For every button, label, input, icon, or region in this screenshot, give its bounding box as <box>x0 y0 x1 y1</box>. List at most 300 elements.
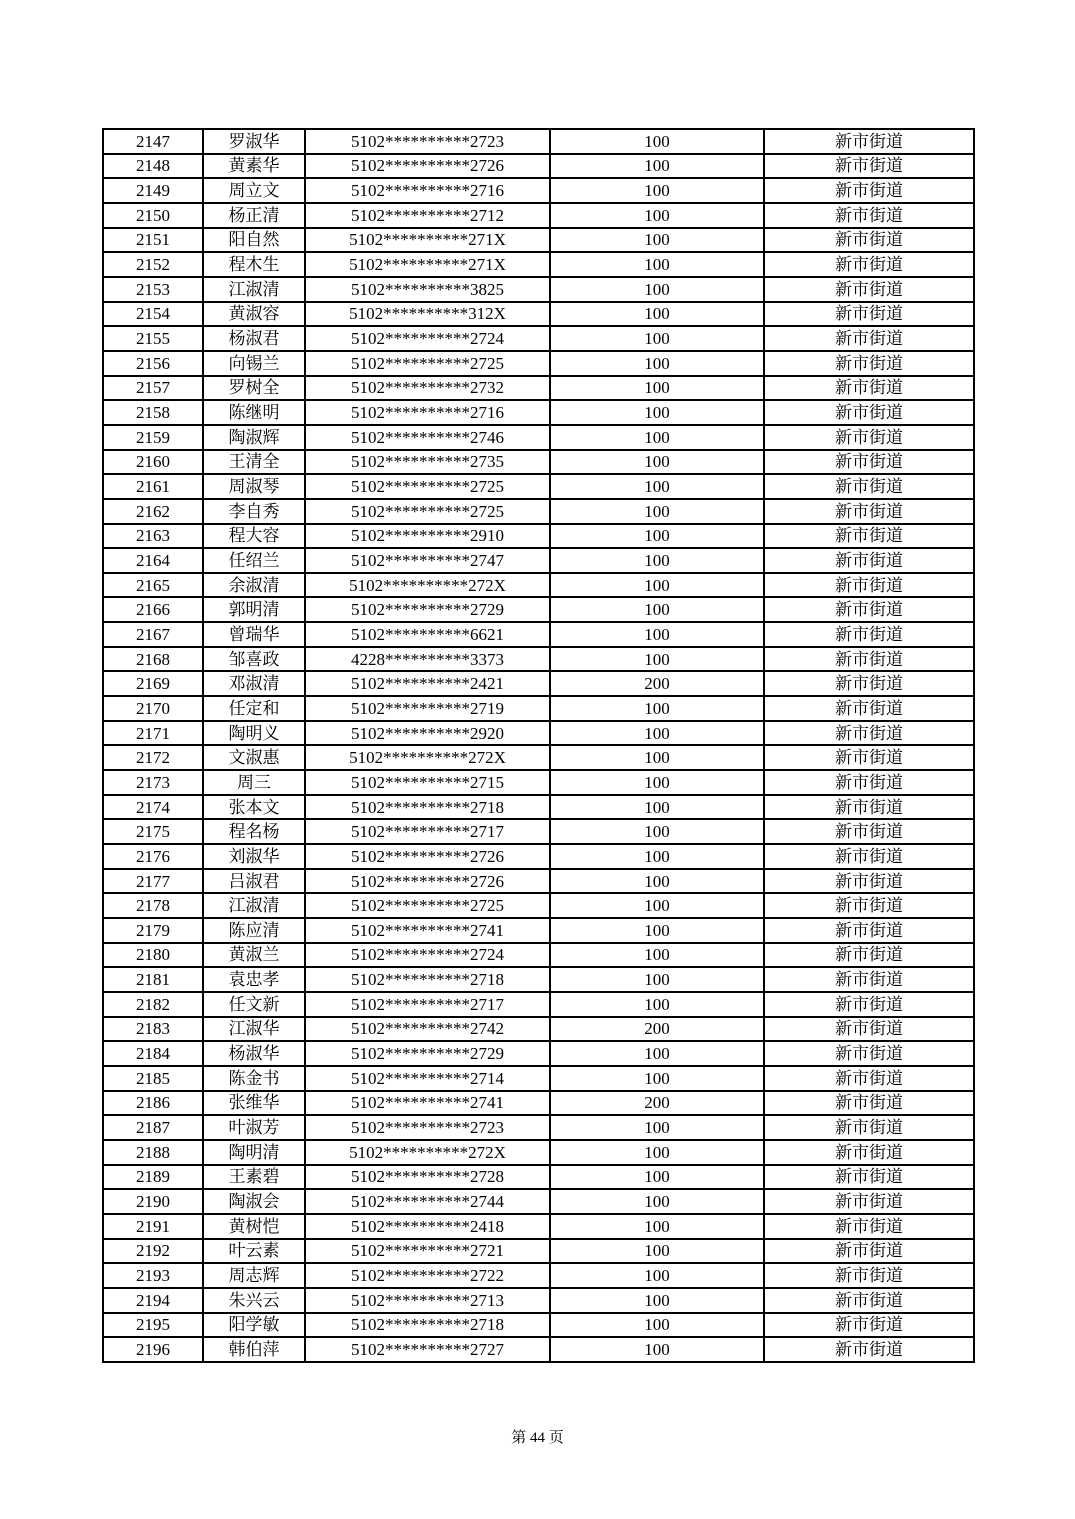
district-cell: 新市街道 <box>764 228 974 253</box>
amount-cell: 100 <box>550 1313 764 1338</box>
table-row <box>103 696 974 721</box>
id-number-cell: 5102**********2744 <box>305 1189 550 1214</box>
table-row <box>103 1337 974 1362</box>
name-cell: 江淑华 <box>203 1017 305 1042</box>
amount-cell: 100 <box>550 474 764 499</box>
table-row <box>103 1189 974 1214</box>
serial-cell: 2175 <box>103 819 203 844</box>
district-cell: 新市街道 <box>764 1288 974 1313</box>
table-row <box>103 1091 974 1116</box>
amount-cell: 100 <box>550 203 764 228</box>
amount-cell: 100 <box>550 1239 764 1264</box>
district-cell: 新市街道 <box>764 154 974 179</box>
id-number-cell: 5102**********6621 <box>305 622 550 647</box>
serial-cell: 2192 <box>103 1239 203 1264</box>
serial-cell: 2179 <box>103 918 203 943</box>
id-number-cell: 5102**********2724 <box>305 943 550 968</box>
district-cell: 新市街道 <box>764 1017 974 1042</box>
serial-cell: 2195 <box>103 1313 203 1338</box>
amount-cell: 100 <box>550 745 764 770</box>
district-cell: 新市街道 <box>764 893 974 918</box>
table-row <box>103 869 974 894</box>
district-cell: 新市街道 <box>764 992 974 1017</box>
amount-cell: 100 <box>550 918 764 943</box>
name-cell: 刘淑华 <box>203 844 305 869</box>
table-row <box>103 1140 974 1165</box>
district-cell: 新市街道 <box>764 1140 974 1165</box>
id-number-cell: 5102**********2741 <box>305 918 550 943</box>
id-number-cell: 5102**********2746 <box>305 425 550 450</box>
name-cell: 程木生 <box>203 252 305 277</box>
serial-cell: 2177 <box>103 869 203 894</box>
amount-cell: 100 <box>550 967 764 992</box>
id-number-cell: 5102**********2729 <box>305 1041 550 1066</box>
serial-cell: 2189 <box>103 1165 203 1190</box>
id-number-cell: 5102**********2910 <box>305 524 550 549</box>
table-row <box>103 178 974 203</box>
name-cell: 向锡兰 <box>203 351 305 376</box>
name-cell: 程大容 <box>203 524 305 549</box>
amount-cell: 200 <box>550 671 764 696</box>
table-row <box>103 622 974 647</box>
serial-cell: 2158 <box>103 400 203 425</box>
district-cell: 新市街道 <box>764 918 974 943</box>
id-number-cell: 5102**********2725 <box>305 893 550 918</box>
name-cell: 袁忠孝 <box>203 967 305 992</box>
district-cell: 新市街道 <box>764 1239 974 1264</box>
district-cell: 新市街道 <box>764 721 974 746</box>
id-number-cell: 5102**********2742 <box>305 1017 550 1042</box>
table-row <box>103 745 974 770</box>
serial-cell: 2153 <box>103 277 203 302</box>
table-row <box>103 819 974 844</box>
serial-cell: 2147 <box>103 129 203 154</box>
name-cell: 阳自然 <box>203 228 305 253</box>
serial-cell: 2167 <box>103 622 203 647</box>
district-cell: 新市街道 <box>764 1165 974 1190</box>
table-row <box>103 252 974 277</box>
district-cell: 新市街道 <box>764 1066 974 1091</box>
amount-cell: 100 <box>550 1115 764 1140</box>
table-row <box>103 277 974 302</box>
serial-cell: 2172 <box>103 745 203 770</box>
district-cell: 新市街道 <box>764 326 974 351</box>
amount-cell: 100 <box>550 499 764 524</box>
amount-cell: 100 <box>550 622 764 647</box>
id-number-cell: 5102**********2719 <box>305 696 550 721</box>
name-cell: 陶明义 <box>203 721 305 746</box>
name-cell: 周志辉 <box>203 1263 305 1288</box>
serial-cell: 2190 <box>103 1189 203 1214</box>
id-number-cell: 5102**********272X <box>305 1140 550 1165</box>
serial-cell: 2188 <box>103 1140 203 1165</box>
serial-cell: 2194 <box>103 1288 203 1313</box>
serial-cell: 2182 <box>103 992 203 1017</box>
amount-cell: 100 <box>550 597 764 622</box>
id-number-cell: 5102**********2717 <box>305 819 550 844</box>
id-number-cell: 5102**********2718 <box>305 795 550 820</box>
id-number-cell: 5102**********2920 <box>305 721 550 746</box>
table-row <box>103 967 974 992</box>
name-cell: 杨淑君 <box>203 326 305 351</box>
table-row <box>103 1017 974 1042</box>
table-row <box>103 425 974 450</box>
table-row <box>103 1165 974 1190</box>
name-cell: 任文新 <box>203 992 305 1017</box>
id-number-cell: 5102**********2729 <box>305 597 550 622</box>
district-cell: 新市街道 <box>764 524 974 549</box>
amount-cell: 100 <box>550 129 764 154</box>
name-cell: 周立文 <box>203 178 305 203</box>
serial-cell: 2174 <box>103 795 203 820</box>
amount-cell: 100 <box>550 819 764 844</box>
name-cell: 陈金书 <box>203 1066 305 1091</box>
name-cell: 陶明清 <box>203 1140 305 1165</box>
name-cell: 陈应清 <box>203 918 305 943</box>
serial-cell: 2181 <box>103 967 203 992</box>
table-row <box>103 524 974 549</box>
serial-cell: 2191 <box>103 1214 203 1239</box>
district-cell: 新市街道 <box>764 745 974 770</box>
amount-cell: 100 <box>550 696 764 721</box>
name-cell: 黄淑兰 <box>203 943 305 968</box>
id-number-cell: 5102**********271X <box>305 252 550 277</box>
serial-cell: 2170 <box>103 696 203 721</box>
table-row <box>103 203 974 228</box>
amount-cell: 100 <box>550 721 764 746</box>
district-cell: 新市街道 <box>764 376 974 401</box>
table-row <box>103 228 974 253</box>
amount-cell: 100 <box>550 1337 764 1362</box>
serial-cell: 2157 <box>103 376 203 401</box>
id-number-cell: 4228**********3373 <box>305 647 550 672</box>
name-cell: 周三 <box>203 770 305 795</box>
district-cell: 新市街道 <box>764 425 974 450</box>
district-cell: 新市街道 <box>764 869 974 894</box>
name-cell: 王素碧 <box>203 1165 305 1190</box>
amount-cell: 100 <box>550 992 764 1017</box>
amount-cell: 100 <box>550 1165 764 1190</box>
serial-cell: 2166 <box>103 597 203 622</box>
id-number-cell: 5102**********312X <box>305 302 550 327</box>
table-row <box>103 943 974 968</box>
amount-cell: 100 <box>550 326 764 351</box>
name-cell: 郭明清 <box>203 597 305 622</box>
id-number-cell: 5102**********2726 <box>305 154 550 179</box>
serial-cell: 2161 <box>103 474 203 499</box>
amount-cell: 100 <box>550 548 764 573</box>
table-row <box>103 1041 974 1066</box>
name-cell: 阳学敏 <box>203 1313 305 1338</box>
district-cell: 新市街道 <box>764 671 974 696</box>
district-cell: 新市街道 <box>764 696 974 721</box>
id-number-cell: 5102**********2741 <box>305 1091 550 1116</box>
serial-cell: 2185 <box>103 1066 203 1091</box>
district-cell: 新市街道 <box>764 499 974 524</box>
name-cell: 王清全 <box>203 450 305 475</box>
id-number-cell: 5102**********271X <box>305 228 550 253</box>
district-cell: 新市街道 <box>764 1263 974 1288</box>
name-cell: 曾瑞华 <box>203 622 305 647</box>
table-row <box>103 499 974 524</box>
id-number-cell: 5102**********2718 <box>305 967 550 992</box>
serial-cell: 2155 <box>103 326 203 351</box>
serial-cell: 2169 <box>103 671 203 696</box>
name-cell: 邓淑清 <box>203 671 305 696</box>
id-number-cell: 5102**********2717 <box>305 992 550 1017</box>
serial-cell: 2176 <box>103 844 203 869</box>
district-cell: 新市街道 <box>764 203 974 228</box>
table-row <box>103 302 974 327</box>
amount-cell: 100 <box>550 1066 764 1091</box>
district-cell: 新市街道 <box>764 1115 974 1140</box>
district-cell: 新市街道 <box>764 252 974 277</box>
district-cell: 新市街道 <box>764 943 974 968</box>
table-row <box>103 548 974 573</box>
table-row <box>103 918 974 943</box>
id-number-cell: 5102**********2418 <box>305 1214 550 1239</box>
name-cell: 朱兴云 <box>203 1288 305 1313</box>
serial-cell: 2196 <box>103 1337 203 1362</box>
table-body <box>103 129 974 1362</box>
serial-cell: 2178 <box>103 893 203 918</box>
name-cell: 周淑琴 <box>203 474 305 499</box>
name-cell: 张本文 <box>203 795 305 820</box>
id-number-cell: 5102**********2725 <box>305 474 550 499</box>
table-row <box>103 1313 974 1338</box>
name-cell: 江淑清 <box>203 277 305 302</box>
amount-cell: 100 <box>550 425 764 450</box>
district-cell: 新市街道 <box>764 967 974 992</box>
name-cell: 文淑惠 <box>203 745 305 770</box>
amount-cell: 100 <box>550 277 764 302</box>
amount-cell: 100 <box>550 573 764 598</box>
id-number-cell: 5102**********2723 <box>305 129 550 154</box>
district-cell: 新市街道 <box>764 647 974 672</box>
name-cell: 黄素华 <box>203 154 305 179</box>
district-cell: 新市街道 <box>764 302 974 327</box>
amount-cell: 200 <box>550 1017 764 1042</box>
id-number-cell: 5102**********2716 <box>305 178 550 203</box>
district-cell: 新市街道 <box>764 1041 974 1066</box>
table-row <box>103 1288 974 1313</box>
amount-cell: 100 <box>550 154 764 179</box>
name-cell: 黄淑容 <box>203 302 305 327</box>
serial-cell: 2151 <box>103 228 203 253</box>
name-cell: 杨正清 <box>203 203 305 228</box>
name-cell: 任绍兰 <box>203 548 305 573</box>
amount-cell: 100 <box>550 943 764 968</box>
serial-cell: 2148 <box>103 154 203 179</box>
name-cell: 李自秀 <box>203 499 305 524</box>
amount-cell: 100 <box>550 252 764 277</box>
district-cell: 新市街道 <box>764 277 974 302</box>
table-row <box>103 795 974 820</box>
serial-cell: 2160 <box>103 450 203 475</box>
serial-cell: 2162 <box>103 499 203 524</box>
id-number-cell: 5102**********2716 <box>305 400 550 425</box>
serial-cell: 2168 <box>103 647 203 672</box>
id-number-cell: 5102**********2725 <box>305 499 550 524</box>
district-cell: 新市街道 <box>764 178 974 203</box>
table-row <box>103 326 974 351</box>
serial-cell: 2164 <box>103 548 203 573</box>
table-row <box>103 351 974 376</box>
serial-cell: 2173 <box>103 770 203 795</box>
amount-cell: 100 <box>550 869 764 894</box>
name-cell: 吕淑君 <box>203 869 305 894</box>
amount-cell: 100 <box>550 1189 764 1214</box>
district-cell: 新市街道 <box>764 129 974 154</box>
name-cell: 黄树恺 <box>203 1214 305 1239</box>
amount-cell: 100 <box>550 376 764 401</box>
id-number-cell: 5102**********2747 <box>305 548 550 573</box>
id-number-cell: 5102**********2726 <box>305 844 550 869</box>
id-number-cell: 5102**********2721 <box>305 1239 550 1264</box>
serial-cell: 2180 <box>103 943 203 968</box>
amount-cell: 100 <box>550 450 764 475</box>
serial-cell: 2186 <box>103 1091 203 1116</box>
name-cell: 邹喜政 <box>203 647 305 672</box>
id-number-cell: 5102**********2735 <box>305 450 550 475</box>
id-number-cell: 5102**********2718 <box>305 1313 550 1338</box>
table-row <box>103 844 974 869</box>
beneficiary-table <box>102 128 975 1363</box>
table-row <box>103 450 974 475</box>
id-number-cell: 5102**********2732 <box>305 376 550 401</box>
amount-cell: 100 <box>550 400 764 425</box>
name-cell: 余淑清 <box>203 573 305 598</box>
name-cell: 程名杨 <box>203 819 305 844</box>
id-number-cell: 5102**********2728 <box>305 1165 550 1190</box>
amount-cell: 100 <box>550 1214 764 1239</box>
amount-cell: 100 <box>550 351 764 376</box>
table-row <box>103 376 974 401</box>
id-number-cell: 5102**********2724 <box>305 326 550 351</box>
id-number-cell: 5102**********2712 <box>305 203 550 228</box>
district-cell: 新市街道 <box>764 1337 974 1362</box>
district-cell: 新市街道 <box>764 1189 974 1214</box>
name-cell: 叶淑芳 <box>203 1115 305 1140</box>
amount-cell: 200 <box>550 1091 764 1116</box>
table-row <box>103 400 974 425</box>
page-number-footer: 第 44 页 <box>511 1430 564 1446</box>
district-cell: 新市街道 <box>764 819 974 844</box>
district-cell: 新市街道 <box>764 597 974 622</box>
name-cell: 任定和 <box>203 696 305 721</box>
amount-cell: 100 <box>550 178 764 203</box>
id-number-cell: 5102**********2725 <box>305 351 550 376</box>
table-row <box>103 1214 974 1239</box>
id-number-cell: 5102**********2421 <box>305 671 550 696</box>
serial-cell: 2165 <box>103 573 203 598</box>
serial-cell: 2154 <box>103 302 203 327</box>
table-row <box>103 573 974 598</box>
id-number-cell: 5102**********3825 <box>305 277 550 302</box>
amount-cell: 100 <box>550 893 764 918</box>
table-row <box>103 1239 974 1264</box>
amount-cell: 100 <box>550 795 764 820</box>
district-cell: 新市街道 <box>764 548 974 573</box>
amount-cell: 100 <box>550 844 764 869</box>
district-cell: 新市街道 <box>764 351 974 376</box>
table-row <box>103 1066 974 1091</box>
amount-cell: 100 <box>550 1288 764 1313</box>
table-row <box>103 671 974 696</box>
district-cell: 新市街道 <box>764 573 974 598</box>
district-cell: 新市街道 <box>764 1091 974 1116</box>
name-cell: 陶淑辉 <box>203 425 305 450</box>
table-row <box>103 597 974 622</box>
id-number-cell: 5102**********272X <box>305 573 550 598</box>
district-cell: 新市街道 <box>764 844 974 869</box>
serial-cell: 2187 <box>103 1115 203 1140</box>
name-cell: 江淑清 <box>203 893 305 918</box>
name-cell: 陈继明 <box>203 400 305 425</box>
id-number-cell: 5102**********2723 <box>305 1115 550 1140</box>
id-number-cell: 5102**********2713 <box>305 1288 550 1313</box>
amount-cell: 100 <box>550 1140 764 1165</box>
name-cell: 陶淑会 <box>203 1189 305 1214</box>
table-row <box>103 129 974 154</box>
amount-cell: 100 <box>550 647 764 672</box>
district-cell: 新市街道 <box>764 1313 974 1338</box>
amount-cell: 100 <box>550 302 764 327</box>
district-cell: 新市街道 <box>764 795 974 820</box>
amount-cell: 100 <box>550 1263 764 1288</box>
serial-cell: 2156 <box>103 351 203 376</box>
district-cell: 新市街道 <box>764 400 974 425</box>
table-row <box>103 474 974 499</box>
serial-cell: 2183 <box>103 1017 203 1042</box>
table-row <box>103 154 974 179</box>
amount-cell: 100 <box>550 1041 764 1066</box>
id-number-cell: 5102**********2714 <box>305 1066 550 1091</box>
name-cell: 叶云素 <box>203 1239 305 1264</box>
name-cell: 杨淑华 <box>203 1041 305 1066</box>
table-row <box>103 992 974 1017</box>
table-row <box>103 721 974 746</box>
table-row <box>103 1263 974 1288</box>
district-cell: 新市街道 <box>764 770 974 795</box>
table-row <box>103 1115 974 1140</box>
serial-cell: 2159 <box>103 425 203 450</box>
id-number-cell: 5102**********2715 <box>305 770 550 795</box>
amount-cell: 100 <box>550 524 764 549</box>
serial-cell: 2163 <box>103 524 203 549</box>
table-row <box>103 893 974 918</box>
serial-cell: 2193 <box>103 1263 203 1288</box>
serial-cell: 2171 <box>103 721 203 746</box>
name-cell: 罗树全 <box>203 376 305 401</box>
id-number-cell: 5102**********2727 <box>305 1337 550 1362</box>
id-number-cell: 5102**********2722 <box>305 1263 550 1288</box>
district-cell: 新市街道 <box>764 474 974 499</box>
amount-cell: 100 <box>550 228 764 253</box>
serial-cell: 2152 <box>103 252 203 277</box>
table-row <box>103 770 974 795</box>
name-cell: 张维华 <box>203 1091 305 1116</box>
id-number-cell: 5102**********272X <box>305 745 550 770</box>
table-row <box>103 647 974 672</box>
name-cell: 韩伯萍 <box>203 1337 305 1362</box>
amount-cell: 100 <box>550 770 764 795</box>
id-number-cell: 5102**********2726 <box>305 869 550 894</box>
name-cell: 罗淑华 <box>203 129 305 154</box>
serial-cell: 2184 <box>103 1041 203 1066</box>
district-cell: 新市街道 <box>764 622 974 647</box>
district-cell: 新市街道 <box>764 1214 974 1239</box>
